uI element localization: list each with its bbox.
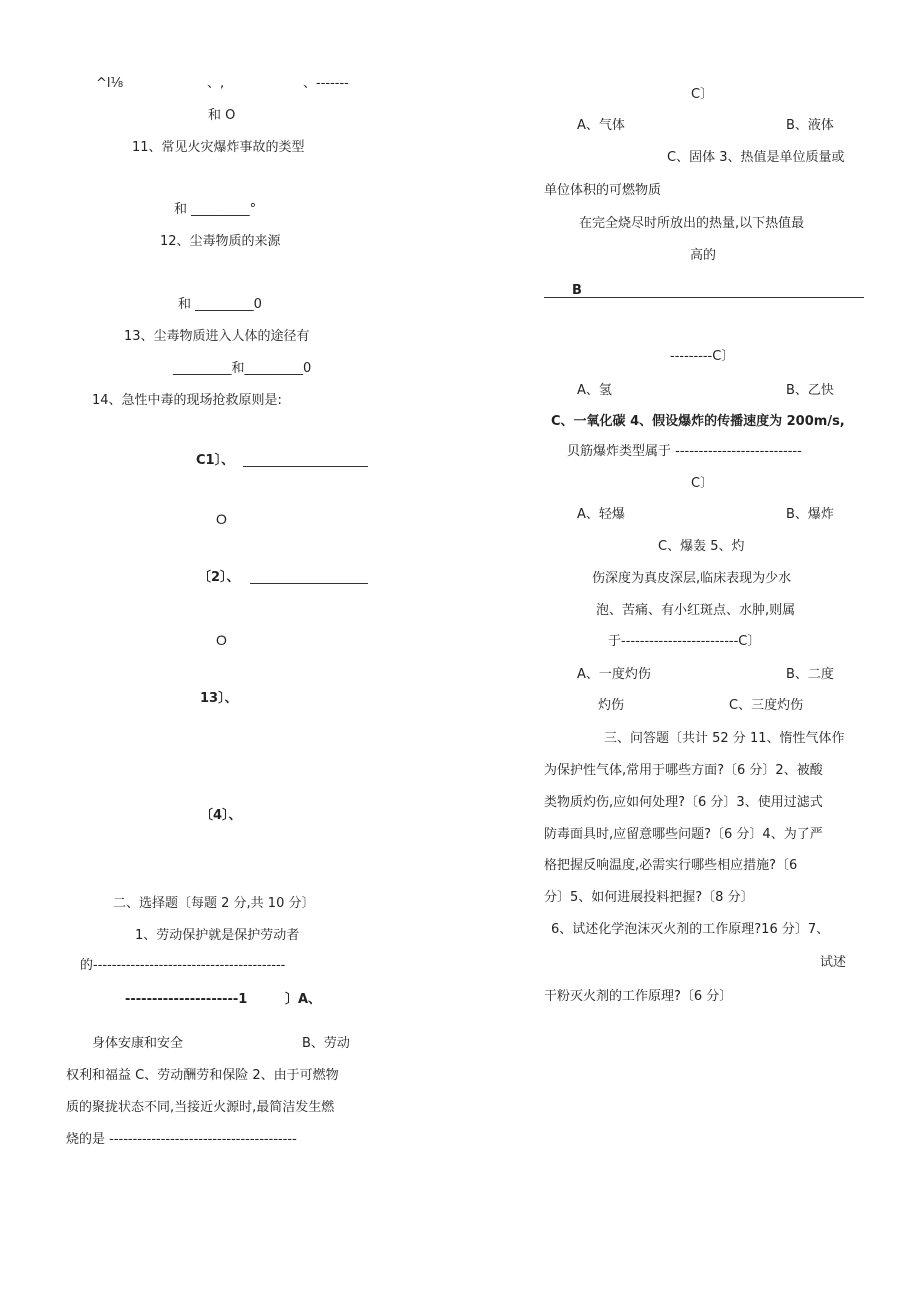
option-b-second-degree: B、二度 [786, 667, 834, 682]
essay-line-3: 防毒面具时,应留意哪些问题?〔6 分〕4、为了严 [544, 827, 823, 842]
question-12-blank: 和 _________0 [178, 297, 262, 312]
principle-1-end: O [216, 511, 227, 527]
essay-line-4: 格把握反响温度,必需实行哪些相应措施?〔6 [544, 858, 798, 873]
question-3-line-2: 单位体积的可燃物质 [544, 183, 662, 198]
option-b-explosion: B、爆炸 [786, 507, 834, 522]
question-11-blank: 和 _________° [174, 202, 257, 217]
answer-bracket-2: ---------C〕 [670, 349, 735, 364]
choice-question-2-text: 质的聚拢状态不同,当接近火源时,最简洁发生燃 [66, 1100, 335, 1115]
principle-1-blank-line [243, 466, 368, 467]
option-a-light-explosion: A、轻爆 [577, 507, 625, 522]
section-3-heading: 三、问答题〔共计 52 分 11、惰性气体作 [604, 731, 845, 746]
answer-b-label: B [572, 283, 582, 298]
question-3-line-4: 高的 [690, 248, 717, 263]
question-14: 14、急性中毒的现场抢救原则是: [92, 393, 282, 408]
fill-blank-and: 和 O [208, 108, 236, 123]
principle-1-label: C1〕、 [196, 453, 235, 468]
essay-line-8: 干粉灭火剂的工作原理?〔6 分〕 [544, 989, 733, 1004]
option-c-question-4: C、一氧化碳 4、假设爆炸的传播速度为 200m/s, [551, 414, 845, 429]
question-5-line-4: 于-------------------------C〕 [608, 634, 761, 649]
option-c-solid-question-3: C、固体 3、热值是单位质量或 [667, 150, 845, 165]
option-b-burn-suffix: 灼伤 [598, 698, 625, 713]
option-a-first-degree: A、一度灼伤 [577, 667, 651, 682]
option-a-hydrogen: A、氢 [577, 383, 612, 398]
fragment-text-3: 、------- [303, 76, 349, 91]
question-13: 13、尘毒物质进入人体的途径有 [124, 329, 310, 344]
question-5-line-3: 泡、苦痛、有小红斑点、水肿,则属 [596, 603, 796, 618]
section-2-heading: 二、选择题〔每题 2 分,共 10 分〕 [113, 896, 315, 911]
fragment-text-1: ^l⅛ [96, 76, 124, 91]
answer-bracket-3: C〕 [691, 476, 714, 491]
choice-question-1-continued-1: 权利和福益 C、劳动酬劳和保险 2、由于可燃物 [66, 1068, 339, 1083]
principle-3-label: 13〕、 [200, 691, 238, 706]
choice-question-1-dash: 的----------------------------------------- [80, 958, 286, 973]
principle-4-label: 〔4〕、 [200, 808, 242, 823]
fragment-text-2: 、, [207, 76, 225, 91]
option-a-gas: A、气体 [577, 118, 625, 133]
choice-question-1-bracket: ---------------------1 [125, 992, 248, 1007]
question-13-blank: _________和_________0 [173, 361, 312, 376]
choice-question-1-option-a-label: 〕A、 [285, 992, 322, 1007]
option-b-acetylene: B、乙快 [786, 383, 834, 398]
essay-line-6: 6、试述化学泡沫灭火剂的工作原理?16 分〕7、 [551, 922, 830, 937]
option-c-third-degree: C、三度灼伤 [729, 698, 804, 713]
question-11: 11、常见火灾爆炸事故的类型 [132, 140, 305, 155]
option-c-question-5: C、爆轰 5、灼 [658, 539, 745, 554]
question-12: 12、尘毒物质的来源 [160, 234, 281, 249]
choice-question-2-end: 烧的是 ---------------------------------------- [66, 1132, 297, 1147]
question-4-line-2: 贝筋爆炸类型属于 --------------------------- [567, 444, 802, 459]
answer-bracket-1: C〕 [691, 87, 714, 102]
principle-2-label: 〔2〕、 [198, 570, 240, 585]
choice-question-1-option-a: 身体安康和安全 [92, 1036, 184, 1051]
principle-2-blank-line [250, 583, 368, 584]
answer-blank-line [544, 297, 864, 298]
choice-question-1: 1、劳动保护就是保护劳动者 [135, 928, 300, 943]
question-5-line-2: 伤深度为真皮深层,临床表现为少水 [592, 571, 792, 586]
question-3-line-3: 在完全烧尽时所放出的热量,以下热值最 [579, 216, 805, 231]
essay-line-1: 为保护性气体,常用于哪些方面?〔6 分〕2、被酸 [544, 763, 823, 778]
essay-line-2: 类物质灼伤,应如何处理?〔6 分〕3、使用过滤式 [544, 795, 823, 810]
essay-line-7: 试述 [820, 955, 847, 970]
principle-2-end: O [216, 632, 227, 648]
option-b-liquid: B、液体 [786, 118, 834, 133]
choice-question-1-option-b: B、劳动 [302, 1036, 350, 1051]
essay-line-5: 分〕5、如何进展投料把握?〔8 分〕 [544, 890, 754, 905]
